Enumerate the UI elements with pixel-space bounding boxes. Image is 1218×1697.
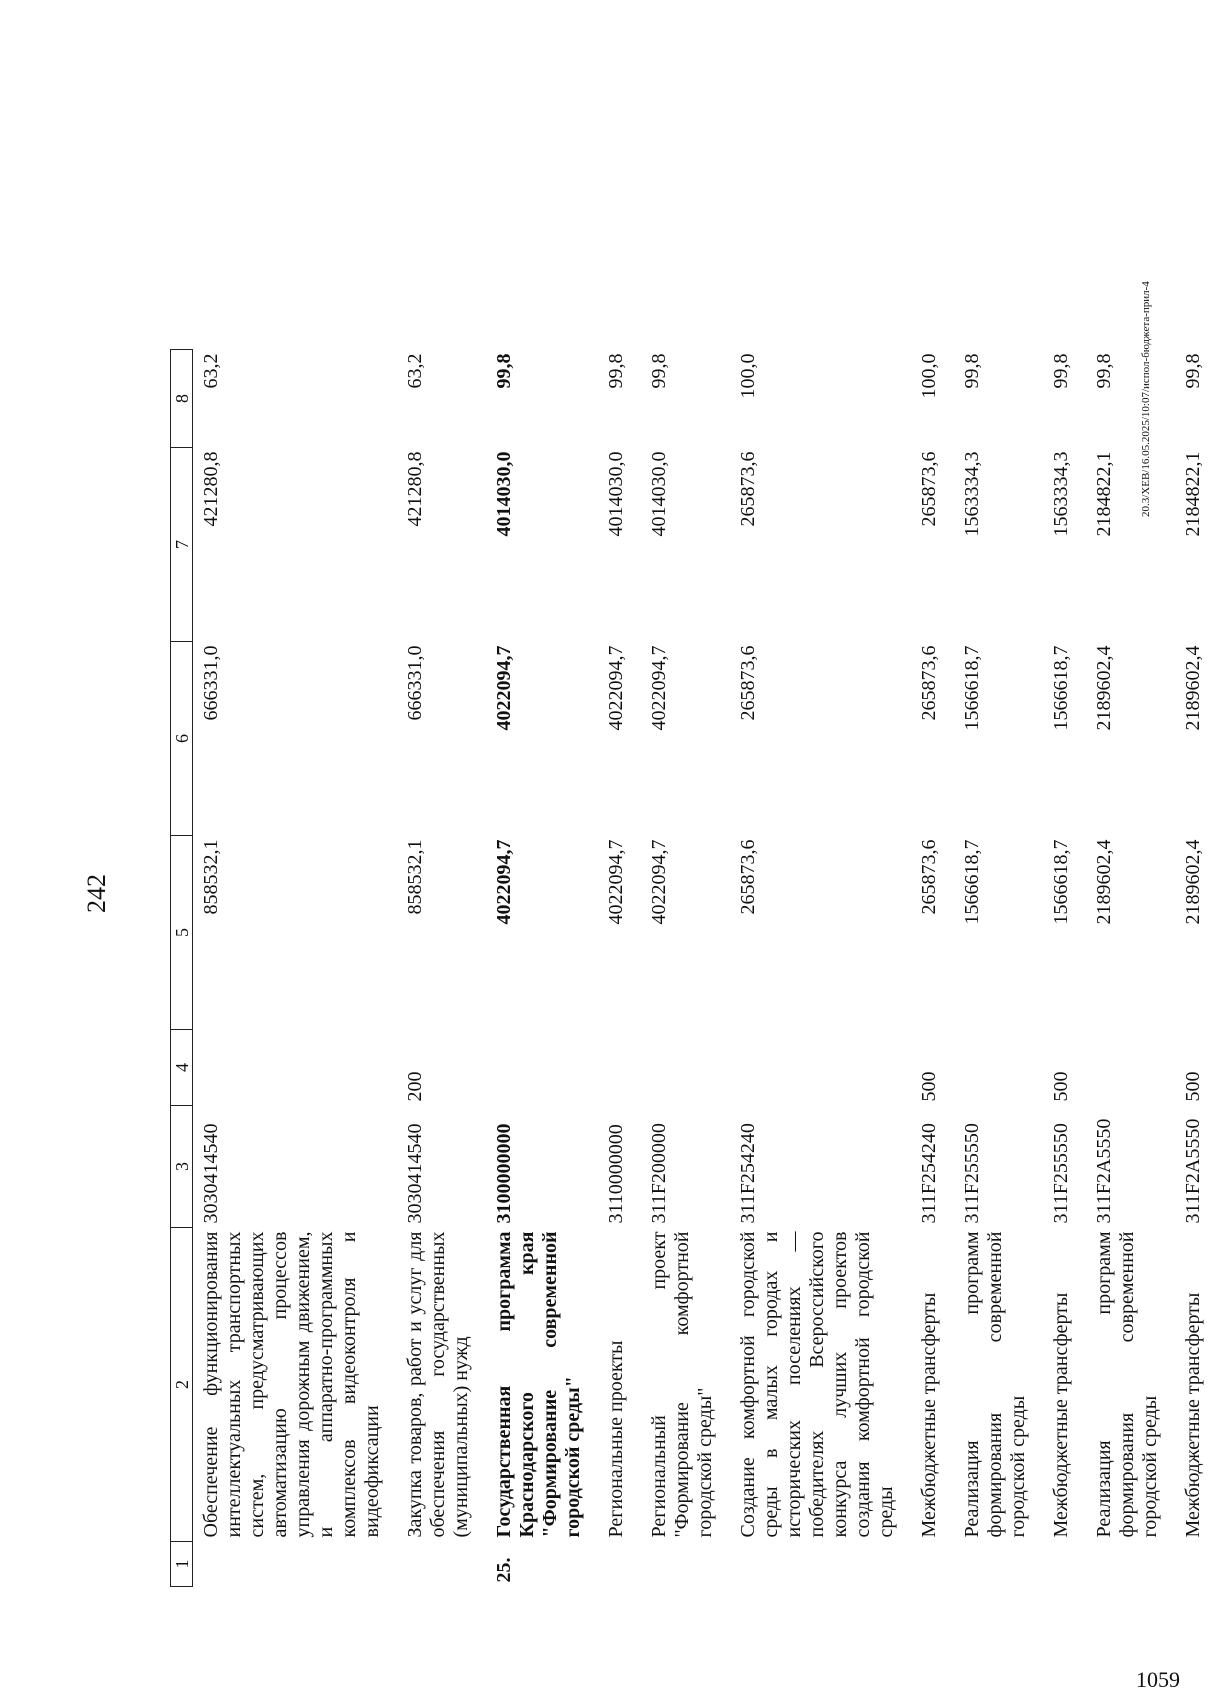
- row-value-6: 666331,0: [200, 645, 222, 721]
- row-number: [1086, 1542, 1175, 1587]
- row-code: 311F254240: [918, 1123, 940, 1224]
- row-value-5: 1566618,7: [961, 839, 983, 925]
- row-value-7: 2184822,1: [1182, 451, 1204, 537]
- row-code: 311F255550: [961, 1123, 983, 1224]
- row-value-7: 265873,6: [918, 451, 940, 527]
- table-row: [1086, 350, 1175, 1587]
- row-kind: [486, 1030, 598, 1106]
- row-name: Региональные проекты: [605, 1340, 627, 1538]
- row-value-7: 4014030,0: [648, 451, 670, 537]
- column-header: 5: [171, 836, 193, 1030]
- column-header: 6: [171, 642, 193, 836]
- row-code: 311F254240: [737, 1123, 759, 1224]
- row-number: [397, 1542, 486, 1587]
- row-kind: [193, 1030, 398, 1106]
- row-name: Обеспечение функционирования интеллектуальных транспортных систем, предусматривающих автоматизацию процессов управления дорожным движением, и аппаратно-программных комплексов видеоконтроля и видеофиксации: [200, 1231, 383, 1538]
- row-value-8: 99,8: [605, 353, 627, 389]
- table-row: [1175, 350, 1218, 1587]
- column-header: 2: [171, 1228, 193, 1542]
- row-value-5: 265873,6: [918, 839, 940, 915]
- row-number: [193, 1542, 398, 1587]
- row-value-7: 2184822,1: [1093, 451, 1115, 537]
- row-name: Закупка товаров, работ и услуг для обеспечения государственных (муниципальных) нужд: [404, 1231, 472, 1538]
- row-code: 311F2A5550: [1182, 1118, 1204, 1224]
- table-row: [397, 350, 486, 1587]
- column-header: 4: [171, 1030, 193, 1106]
- row-value-6: 265873,6: [918, 645, 940, 721]
- row-kind: 200: [404, 1071, 426, 1102]
- sheet-number: 1059: [1136, 1667, 1180, 1692]
- row-name: Реализация программ формирования современной городской среды: [1093, 1231, 1161, 1538]
- table-row: [1043, 350, 1086, 1587]
- file-code-footer: 20.3/ХЕВ/16.05.2025/10:07/испол-бюджета-прил-4: [1140, 281, 1152, 517]
- table-row: [911, 350, 954, 1587]
- row-value-5: 2189602,4: [1093, 839, 1115, 925]
- table-row: [486, 350, 598, 1587]
- row-number: [641, 1542, 730, 1587]
- row-number: [911, 1542, 954, 1587]
- page-number: 242: [82, 874, 111, 913]
- row-number: [730, 1542, 911, 1587]
- table-row: [730, 350, 911, 1587]
- row-kind: 500: [1050, 1071, 1072, 1102]
- row-number: [1043, 1542, 1086, 1587]
- row-value-5: 265873,6: [737, 839, 759, 915]
- row-code: 3030414540: [200, 1123, 222, 1224]
- column-header: 1: [171, 1542, 193, 1587]
- row-name: Межбюджетные трансферты: [1050, 1292, 1072, 1538]
- row-code: 311F255550: [1050, 1123, 1072, 1224]
- row-value-8: 100,0: [737, 353, 759, 399]
- row-value-5: 858532,1: [200, 839, 222, 915]
- row-value-7: 421280,8: [200, 451, 222, 527]
- table-row: [598, 350, 641, 1587]
- row-value-5: 4022094,7: [605, 839, 627, 925]
- row-kind: [954, 1030, 1043, 1106]
- table-row: [641, 350, 730, 1587]
- row-kind: 500: [918, 1071, 940, 1102]
- row-value-7: 421280,8: [404, 451, 426, 527]
- column-header: 7: [171, 448, 193, 642]
- row-code: 311F200000: [648, 1123, 670, 1224]
- row-name: Межбюджетные трансферты: [1182, 1292, 1204, 1538]
- row-kind: [730, 1030, 911, 1106]
- row-name: Реализация программ формирования современной городской среды: [961, 1231, 1029, 1538]
- column-header: 3: [171, 1106, 193, 1228]
- row-kind: [1086, 1030, 1175, 1106]
- row-number: [954, 1542, 1043, 1587]
- row-value-6: 2189602,4: [1093, 645, 1115, 731]
- row-value-6: 265873,6: [737, 645, 759, 721]
- row-value-6: 4022094,7: [648, 645, 670, 731]
- row-value-8: 99,8: [1050, 353, 1072, 389]
- row-kind: 500: [1182, 1071, 1204, 1102]
- row-code: 3110000000: [605, 1124, 627, 1224]
- row-value-8: 99,8: [648, 353, 670, 389]
- row-value-6: 1566618,7: [961, 645, 983, 731]
- row-name: Государственная программа Краснодарского края "Формирование современной городской среды": [493, 1231, 584, 1538]
- row-value-6: 666331,0: [404, 645, 426, 721]
- row-value-5: 858532,1: [404, 839, 426, 915]
- row-code: 3100000000: [493, 1123, 515, 1224]
- table-header-row: [171, 350, 193, 1587]
- row-value-8: 99,8: [1093, 353, 1115, 389]
- row-value-5: 4022094,7: [493, 839, 515, 925]
- row-value-6: 4022094,7: [493, 645, 515, 731]
- row-value-8: 63,2: [200, 353, 222, 389]
- budget-table: [170, 349, 1218, 1587]
- row-value-8: 99,8: [1182, 353, 1204, 389]
- row-value-5: 4022094,7: [648, 839, 670, 925]
- row-value-8: 63,2: [404, 353, 426, 389]
- row-code: 3030414540: [404, 1123, 426, 1224]
- row-value-8: 100,0: [918, 353, 940, 399]
- row-kind: [598, 1030, 641, 1106]
- row-value-7: 1563334,3: [1050, 451, 1072, 537]
- row-number: [1175, 1542, 1218, 1587]
- column-header: 8: [171, 350, 193, 448]
- row-number: 25.: [493, 1557, 515, 1583]
- row-name: Региональный проект "Формирование комфортной городской среды": [648, 1231, 716, 1538]
- row-value-7: 4014030,0: [493, 451, 515, 537]
- table-row: [193, 350, 398, 1587]
- table-row: [954, 350, 1043, 1587]
- row-value-7: 265873,6: [737, 451, 759, 527]
- row-name: Создание комфортной городской среды в малых городах и исторических поселениях — победителях Всероссийского конкурса лучших проектов создания комфортной городской среды: [737, 1231, 897, 1538]
- row-value-5: 1566618,7: [1050, 839, 1072, 925]
- row-code: 311F2A5550: [1093, 1118, 1115, 1224]
- row-kind: [641, 1030, 730, 1106]
- row-value-5: 2189602,4: [1182, 839, 1204, 925]
- row-value-6: 4022094,7: [605, 645, 627, 731]
- row-number: [598, 1542, 641, 1587]
- row-name: Межбюджетные трансферты: [918, 1292, 940, 1538]
- row-value-6: 1566618,7: [1050, 645, 1072, 731]
- row-value-8: 99,8: [493, 353, 515, 389]
- row-value-7: 1563334,3: [961, 451, 983, 537]
- row-value-7: 4014030,0: [605, 451, 627, 537]
- row-value-8: 99,8: [961, 353, 983, 389]
- row-value-6: 2189602,4: [1182, 645, 1204, 731]
